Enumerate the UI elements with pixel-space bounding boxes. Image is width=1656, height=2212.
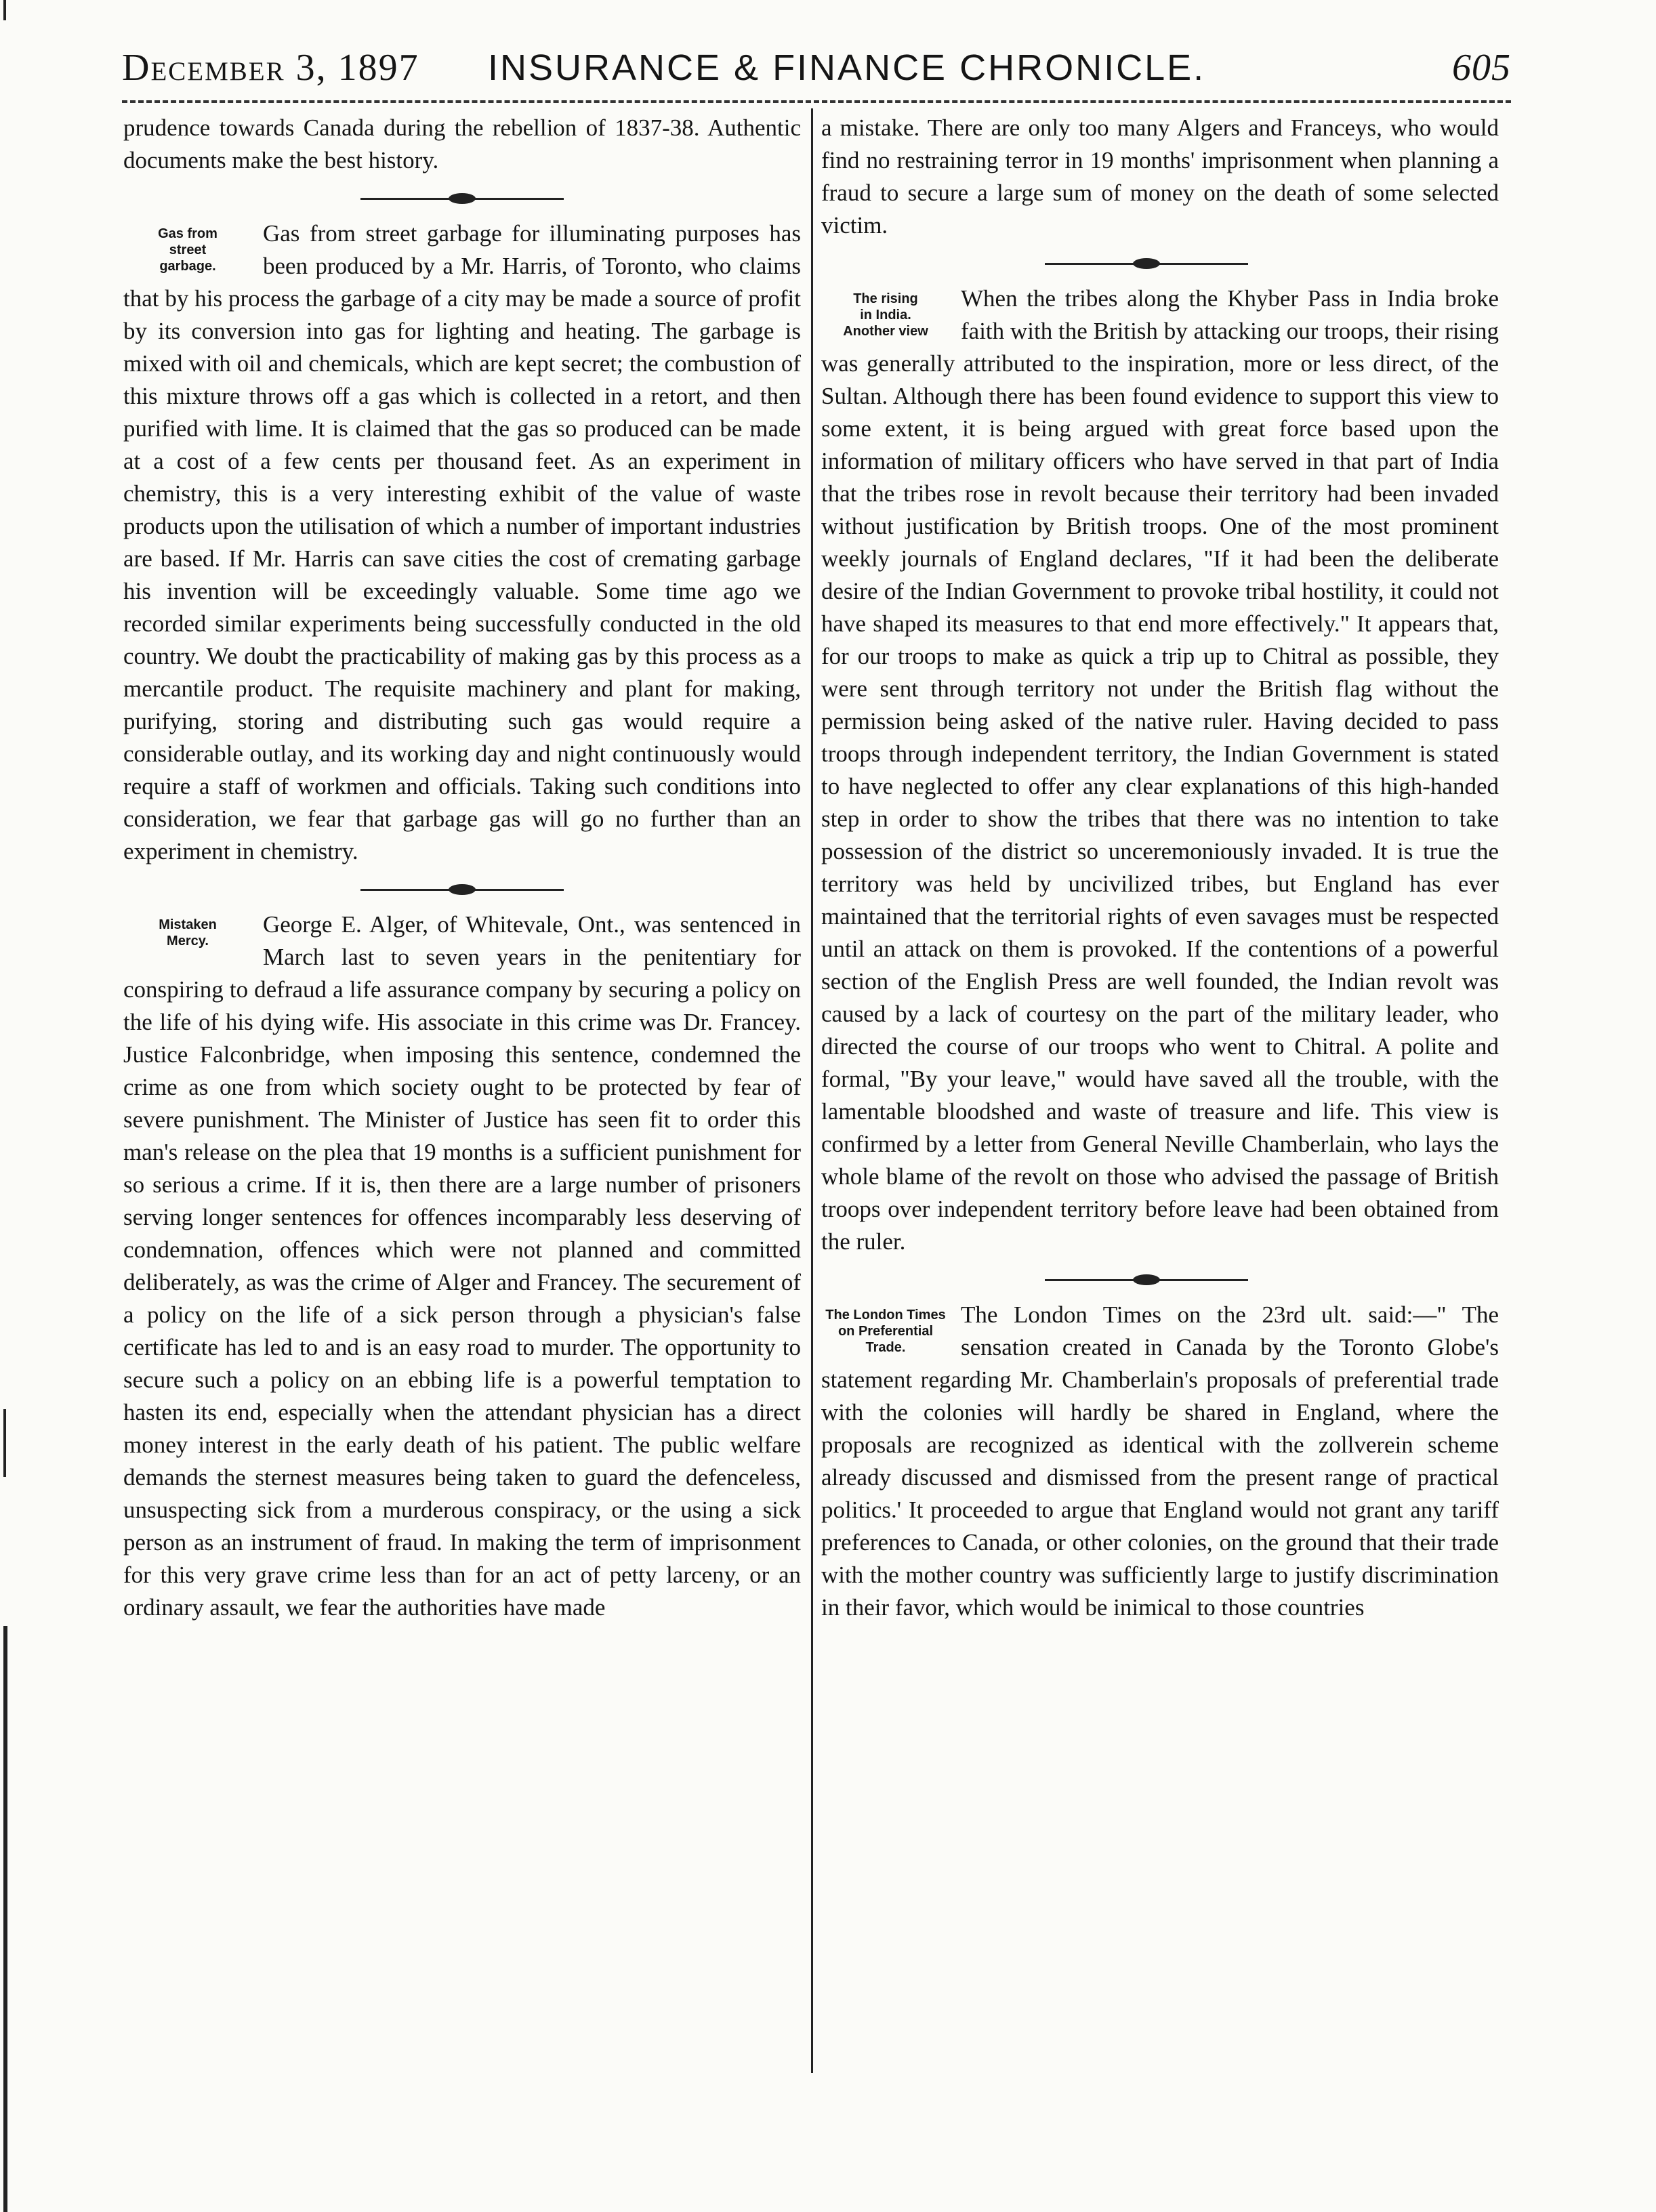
article-gas-from-garbage xyxy=(123,217,801,868)
sidenote-london-times xyxy=(821,1307,950,1356)
sidenote-line: Trade. xyxy=(865,1340,906,1355)
margin-mark-middle xyxy=(3,1409,6,1477)
sidenote-rising-in-india xyxy=(821,291,950,339)
article-london-times-preferential-trade xyxy=(821,1299,1499,1624)
sidenote-line: Mercy. xyxy=(167,934,209,948)
sidenote-line: garbage. xyxy=(159,259,216,274)
header-rule xyxy=(122,100,1511,103)
article-body: Gas from street garbage for illuminating purposes has been produced by a Mr. Harris, of Toronto, who claims that by his process the garbage of a city may be made a source of profit by its conversion into gas for lighting and heating. The garbage is mixed with oil and chemicals, which are kept secret; the combustion of this mixture throws off a gas which is collected in a retort, and then purified with lime. It is claimed that the gas so produced can be made at a cost of a few cents per thousand feet. As an experiment in chemistry, this is a very interesting exhibit of the value of waste products upon the utilisation of which a number of important industries are based. If Mr. Harris can save cities the cost of cremating garbage his invention will be exceedingly valuable. Some time ago we recorded similar experiments being successfully conducted in the old country. We doubt the practicability of making gas by this process as a mercantile product. The requisite machinery and plant for making, purifying, storing and distributing such gas would require a considerable outlay, and its working day and night continuously would require a staff of workmen and officials. Taking such conditions into consideration, we fear that garbage gas will go no further than an experiment in chemistry. xyxy=(123,220,801,864)
sidenote-gas-from-garbage xyxy=(123,226,252,274)
publication-title: INSURANCE & FINANCE CHRONICLE. xyxy=(488,47,1206,88)
article-body: When the tribes along the Khyber Pass in India broke faith with the British by attacking our troops, their rising was generally attributed to the inspiration, more or less direct, of the Sultan. Although there has been found evidence to support this view to some extent, it is being argued with great force based upon the information of military officers who have served in that part of India that the tribes rose in revolt because their territory had been invaded without justification by British troops. One of the most prominent weekly journals of England declares, "If it had been the deliberate desire of the Indian Government to provoke tribal hostility, it could not have shaped its measures to that end more effectively." It appears that, for our troops to make as quick a trip up to Chitral as possible, they were sent through territory not under the British flag without the permission being asked of the native ruler. Having decided to pass troops through independent territory, the Indian Government is stated to have neglected to offer any clear explanations of this high-handed step in order to show the tribes that there was no intention to take possession of the district so unceremoniously invaded. It is true the territory was held by uncivilized tribes, but England has ever maintained that the territorial rights of even savages must be respected until an attack on them is provoked. If the contentions of a powerful section of the English Press are well founded, the Indian revolt was caused by a lack of courtesy on the part of the military leader, who directed the course of our troops who went to Chitral. A polite and formal, "By your leave," would have saved all the trouble, with the lamentable bloodshed and waste of treasure and life. This view is confirmed by a letter from General Neville Chamberlain, who lays the whole blame of the revolt on those who advised the passage of British troops over independent territory before leave had been obtained from the ruler. xyxy=(821,285,1499,1255)
section-divider-ornament xyxy=(1045,1273,1248,1287)
article-rising-in-india xyxy=(821,283,1499,1258)
section-divider-ornament xyxy=(1045,257,1248,270)
page-number: 605 xyxy=(1452,47,1511,89)
article-body: George E. Alger, of Whitevale, Ont., was sentenced in March last to seven years in the penitentiary for conspiring to defraud a life assurance company by securing a policy on the life of his dying wife. His associate in this crime was Dr. Francey. Justice Falconbridge, when imposing this sentence, condemned the crime as one from which society ought to be protected by fear of severe punishment. The Minister of Justice has seen fit to order this man's release on the plea that 19 months is a sufficient punishment for so serious a crime. If it is, then there are a large number of prisoners serving longer sentences for offences incomparably less deserving of condemnation, offences which were not planned and committed deliberately, as was the crime of Alger and Francey. The securement of a policy on the life of a sick person through a physician's false certificate has led to and is an easy road to murder. The opportunity to secure such a policy on an ebbing life is a powerful temptation to hasten its end, especially when the attendant physician has a direct money interest in the early death of his patient. The public welfare demands the sternest measures being taken to guard the defenceless, unsuspecting sick from a murderous conspiracy, or the using a sick person as an instrument of fraud. In making the term of imprisonment for this very grave crime less than for an act of petty larceny, or an ordinary assault, we fear the authorities have made xyxy=(123,911,801,1621)
left-column xyxy=(123,112,801,1624)
issue-date: December 3, 1897 xyxy=(122,47,419,89)
article-body: The London Times on the 23rd ult. said:—" The sensation created in Canada by the Toronto Globe's statement regarding Mr. Chamberlain's proposals of preferential trade with the colonies will hardly be shared in England, where the proposals are recognized as identical with the zollverein scheme already discussed and dismissed from the present range of practical politics.' It proceeded to argue that England would not grant any tariff preferences to Canada, or other colonies, on the ground that their trade with the mother country was sufficiently large to justify discrimination in their favor, which would be inimical to those countries xyxy=(821,1301,1499,1621)
sidenote-line: The rising xyxy=(853,291,918,306)
sidenote-line: Mistaken xyxy=(159,917,217,932)
column-divider xyxy=(811,108,813,2073)
page-header xyxy=(122,37,1511,102)
sidenote-line: The London Times xyxy=(825,1308,946,1322)
margin-mark-top xyxy=(3,0,6,20)
article-mistaken-mercy xyxy=(123,909,801,1624)
sidenote-line: street xyxy=(169,243,207,257)
sidenote-line: in India. xyxy=(860,308,911,322)
margin-mark-bottom xyxy=(3,1626,7,2212)
sidenote-line: Another view xyxy=(843,324,928,339)
right-intro-paragraph: a mistake. There are only too many Algers and Franceys, who would find no restraining terror in 19 months' imprisonment when planning a fraud to secure a large sum of money on the death of some selected victim. xyxy=(821,114,1499,238)
right-column xyxy=(821,112,1499,1624)
sidenote-line: on Preferential xyxy=(837,1324,934,1339)
sidenote-mistaken-mercy xyxy=(123,917,252,949)
section-divider-ornament xyxy=(360,192,564,205)
section-divider-ornament xyxy=(360,883,564,896)
sidenote-line: Gas from xyxy=(158,226,218,241)
left-intro-paragraph: prudence towards Canada during the rebellion of 1837-38. Authentic documents make the best history. xyxy=(123,114,801,173)
